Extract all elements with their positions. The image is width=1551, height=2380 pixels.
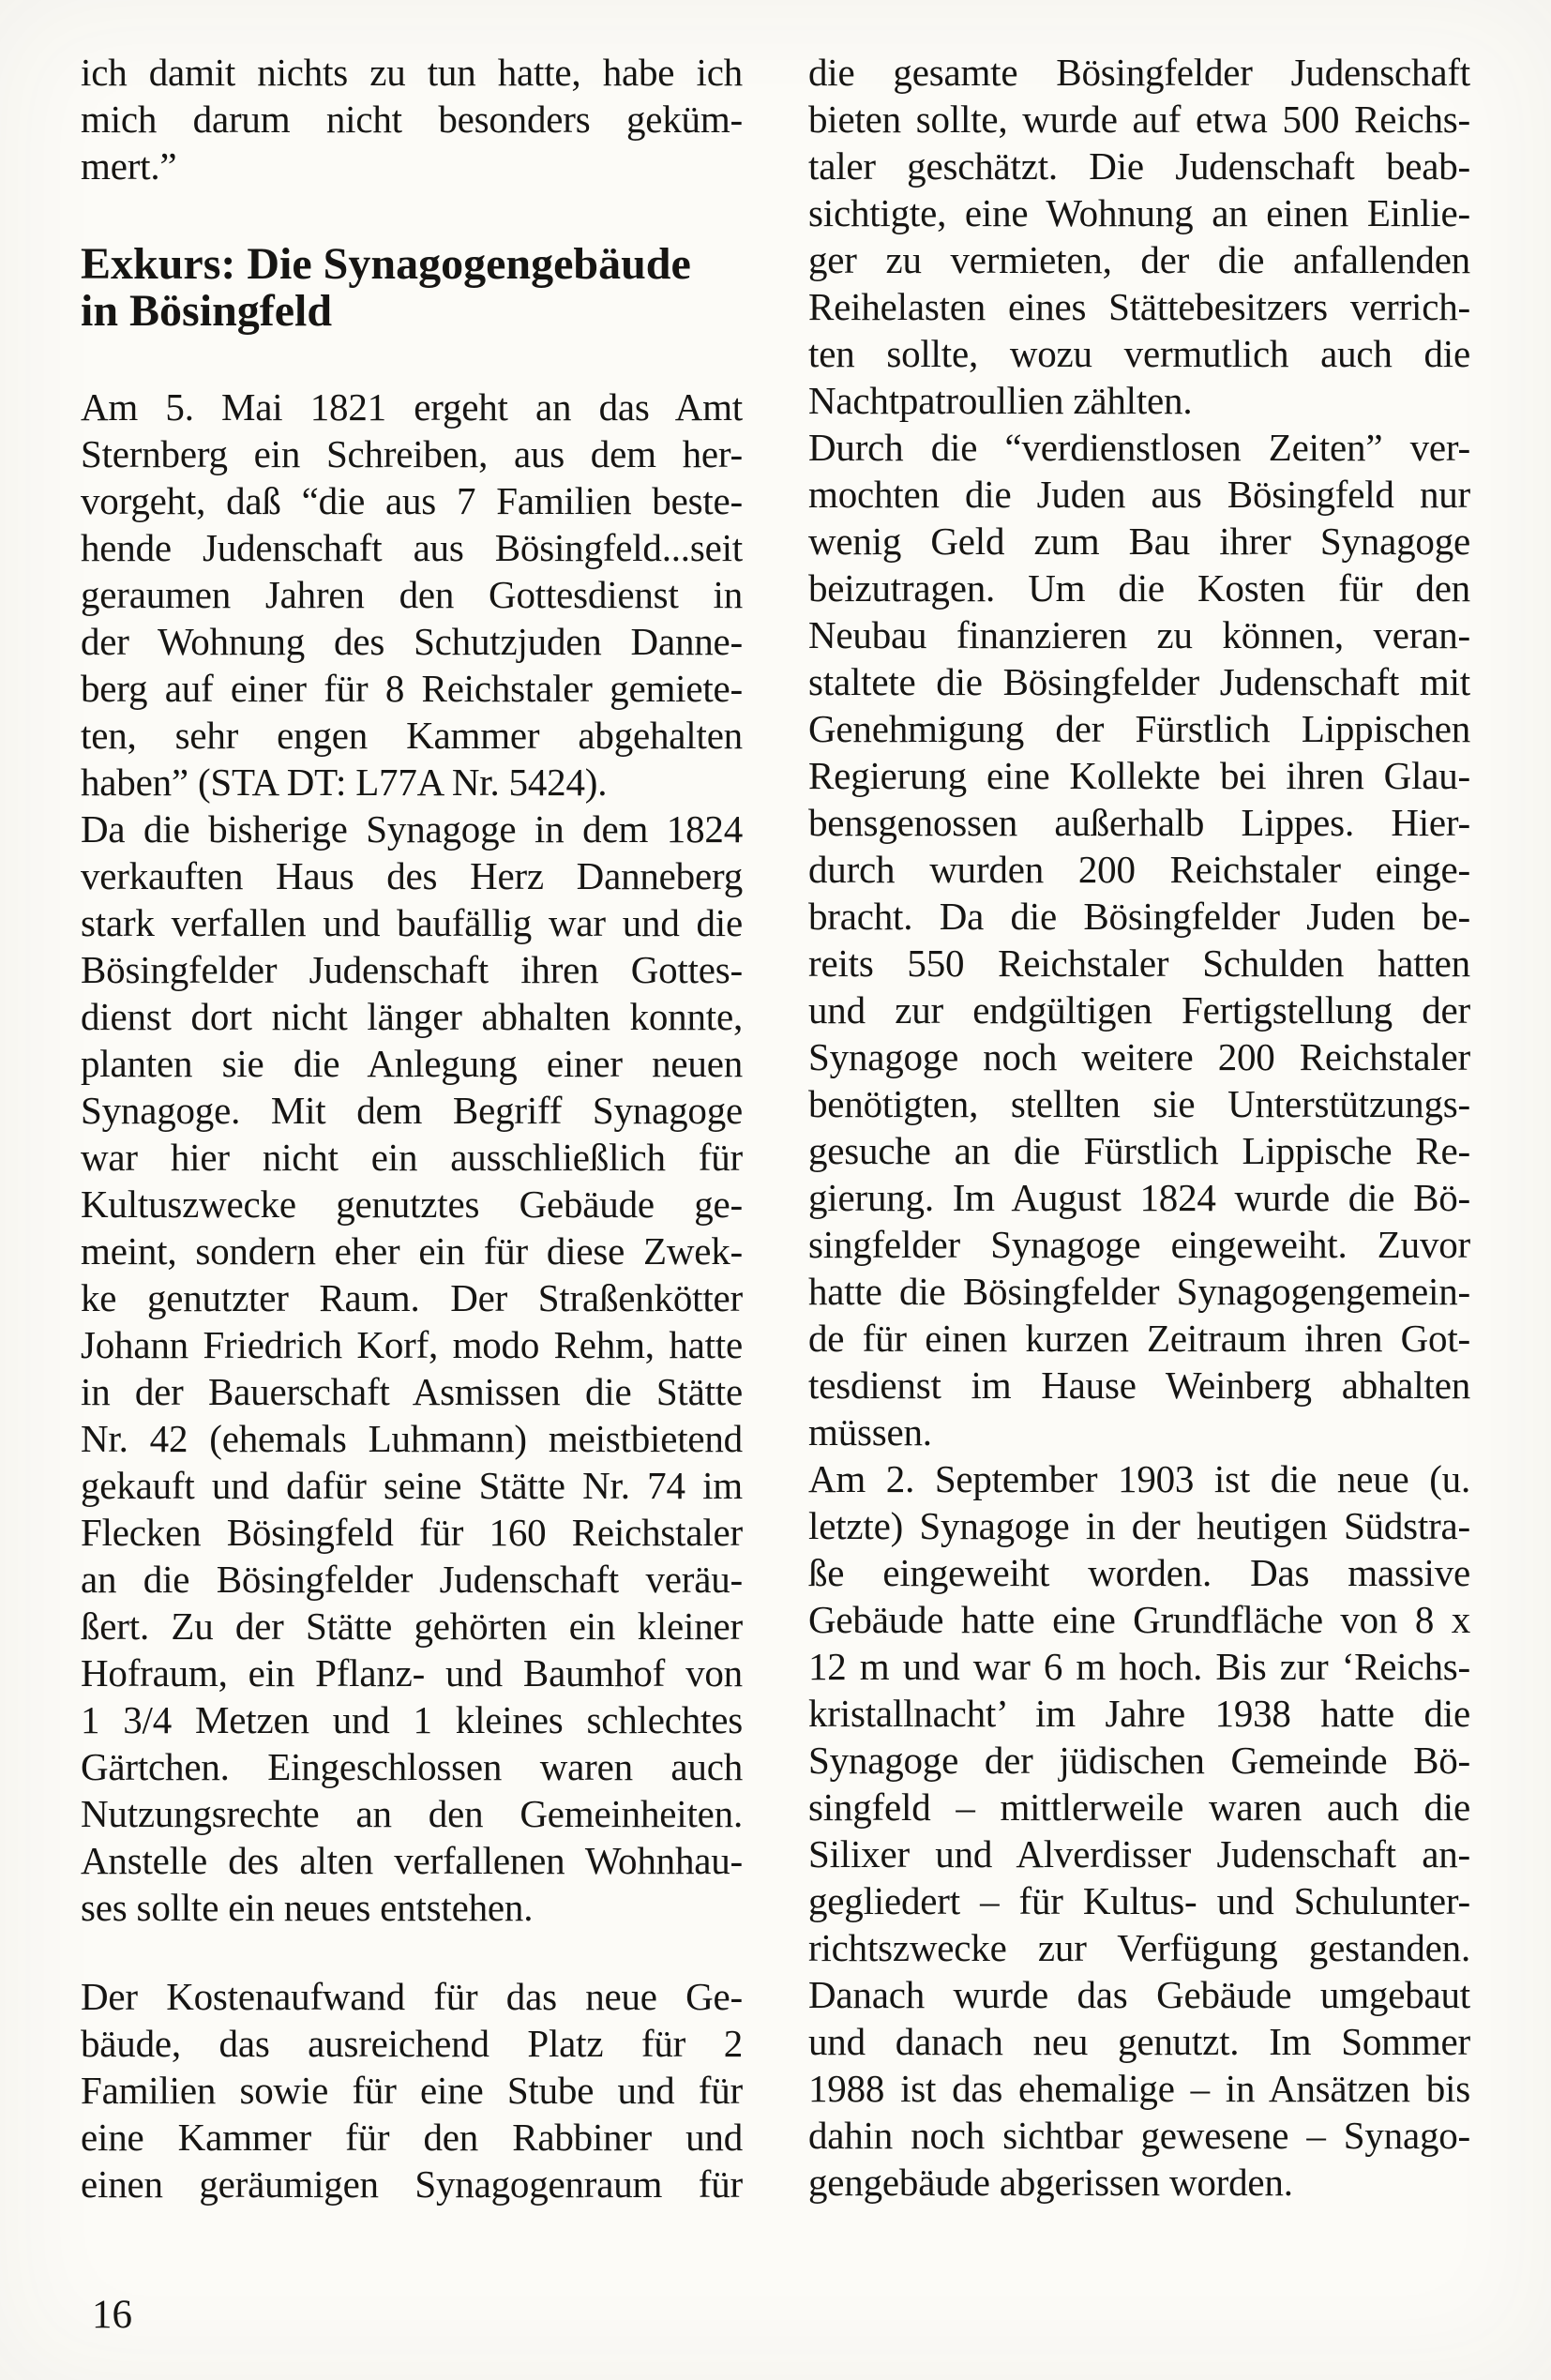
text-line: bensgenossen außerhalb Lippes. Hier- xyxy=(808,801,1470,844)
text-line: bieten sollte, wurde auf etwa 500 Reichs- xyxy=(808,98,1470,141)
text-line: Sternberg ein Schreiben, aus dem her- xyxy=(81,432,743,475)
paragraph-new-synagogue-1903 xyxy=(808,1455,1470,2206)
text-line: bäude, das ausreichend Platz für 2 xyxy=(81,2022,743,2065)
text-line: ses sollte ein neues entstehen. xyxy=(81,1886,534,1929)
text-line: gesuche an die Fürstlich Lippische Re- xyxy=(808,1129,1470,1172)
text-line: dienst dort nicht länger abhalten konnte, xyxy=(81,995,743,1038)
text-line: singfeld – mittlerweile waren auch die xyxy=(808,1785,1470,1829)
paragraph-old-synagogue xyxy=(81,806,743,1931)
text-line: einen geräumigen Synagogenraum für xyxy=(81,2162,743,2206)
text-line: dahin noch sichtbar gewesene – Synago- xyxy=(808,2114,1470,2157)
text-line: Johann Friedrich Korf, modo Rehm, hatte xyxy=(81,1323,743,1366)
text-line: hatte die Bösingfelder Synagogengemein- xyxy=(808,1270,1470,1313)
text-line: 1988 ist das ehemalige – in Ansätzen bis xyxy=(808,2067,1470,2110)
text-line: Familien sowie für eine Stube und für xyxy=(81,2069,743,2112)
text-line: gegliedert – für Kultus- und Schulunter- xyxy=(808,1879,1470,1922)
text-line: Bösingfelder Judenschaft ihren Gottes- xyxy=(81,948,743,991)
text-line: Gärtchen. Eingeschlossen waren auch xyxy=(81,1745,743,1788)
text-line: müssen. xyxy=(808,1410,932,1454)
text-line: 12 m und war 6 m hoch. Bis zur ‘Reichs- xyxy=(808,1645,1470,1688)
text-line: geraumen Jahren den Gottesdienst in xyxy=(81,573,743,616)
text-line: gekauft und dafür seine Stätte Nr. 74 im xyxy=(81,1464,743,1507)
text-line: in der Bauerschaft Asmissen die Stätte xyxy=(81,1370,743,1413)
text-line: mich darum nicht besonders geküm- xyxy=(81,98,743,141)
text-line: gierung. Im August 1824 wurde die Bö- xyxy=(808,1176,1470,1219)
text-line: ger zu vermieten, der die anfallenden xyxy=(808,238,1470,281)
text-line: Nutzungsrechte an den Gemeinheiten. xyxy=(81,1792,743,1835)
text-line: und danach neu genutzt. Im Sommer xyxy=(808,2020,1470,2063)
paragraph-letter-1821 xyxy=(81,384,743,806)
text-line: Reihelasten eines Stättebesitzers verrich- xyxy=(808,285,1470,328)
text-line: singfelder Synagoge eingeweiht. Zuvor xyxy=(808,1223,1470,1266)
text-line: die gesamte Bösingfelder Judenschaft xyxy=(808,51,1470,94)
text-line: Da die bisherige Synagoge in dem 1824 xyxy=(81,807,743,851)
text-line: kristallnacht’ im Jahre 1938 hatte die xyxy=(808,1692,1470,1735)
text-line: de für einen kurzen Zeitraum ihren Got- xyxy=(808,1317,1470,1360)
text-line: haben” (STA DT: L77A Nr. 5424). xyxy=(81,761,608,804)
text-line: gengebäude abgerissen worden. xyxy=(808,2161,1293,2204)
text-line: letzte) Synagoge in der heutigen Südstra- xyxy=(808,1504,1470,1547)
text-line: war hier nicht ein ausschließlich für xyxy=(81,1136,743,1179)
text-line: staltete die Bösingfelder Judenschaft mit xyxy=(808,660,1470,703)
text-line: Synagoge der jüdischen Gemeinde Bö- xyxy=(808,1739,1470,1782)
text-line: ten sollte, wozu vermutlich auch die xyxy=(808,332,1470,375)
text-line: 1 3/4 Metzen und 1 kleines schlechtes xyxy=(81,1698,743,1741)
text-line: und zur endgültigen Fertigstellung der xyxy=(808,988,1470,1032)
text-line: Synagoge. Mit dem Begriff Synagoge xyxy=(81,1089,743,1132)
text-line: Durch die “verdienstlosen Zeiten” ver- xyxy=(808,426,1470,469)
text-line: Hofraum, ein Pflanz- und Baumhof von xyxy=(81,1651,743,1695)
text-line: berg auf einer für 8 Reichstaler gemiete- xyxy=(81,667,743,710)
text-line: Flecken Bösingfeld für 160 Reichstaler xyxy=(81,1511,743,1554)
section-heading xyxy=(81,241,743,335)
vertical-spacer xyxy=(81,1931,743,1973)
paragraph-costs-continued xyxy=(808,49,1470,424)
text-line: eine Kammer für den Rabbiner und xyxy=(81,2116,743,2159)
text-line: stark verfallen und baufällig war und die xyxy=(81,901,743,944)
text-line: tesdienst im Hause Weinberg abhalten xyxy=(808,1363,1470,1407)
text-line: Danach wurde das Gebäude umgebaut xyxy=(808,1973,1470,2016)
text-line: der Wohnung des Schutzjuden Danne- xyxy=(81,620,743,663)
text-line: reits 550 Reichstaler Schulden hatten xyxy=(808,941,1470,985)
text-line: Am 5. Mai 1821 ergeht an das Amt xyxy=(81,385,743,429)
text-line: durch wurden 200 Reichstaler einge- xyxy=(808,848,1470,891)
text-line: ke genutzter Raum. Der Straßenkötter xyxy=(81,1276,743,1319)
text-line: Nachtpatroullien zählten. xyxy=(808,379,1193,422)
paragraph-financing xyxy=(808,424,1470,1455)
text-line: ße eingeweiht worden. Das massive xyxy=(808,1551,1470,1594)
text-line: Der Kostenaufwand für das neue Ge- xyxy=(81,1975,743,2018)
text-line: Kultuszwecke genutztes Gebäude ge- xyxy=(81,1182,743,1226)
text-line: Gebäude hatte eine Grundfläche von 8 x xyxy=(808,1598,1470,1641)
text-line: verkauften Haus des Herz Danneberg xyxy=(81,854,743,897)
vertical-spacer xyxy=(81,335,743,384)
right-column xyxy=(808,49,1470,2206)
text-line: Genehmigung der Fürstlich Lippischen xyxy=(808,707,1470,750)
text-line: taler geschätzt. Die Judenschaft beab- xyxy=(808,144,1470,188)
text-line: ten, sehr engen Kammer abgehalten xyxy=(81,714,743,757)
text-line: Silixer und Alverdisser Judenschaft an- xyxy=(808,1832,1470,1875)
text-line: ich damit nichts zu tun hatte, habe ich xyxy=(81,51,743,94)
text-line: Nr. 42 (ehemals Luhmann) meistbietend xyxy=(81,1417,743,1460)
text-line: Synagoge noch weitere 200 Reichstaler xyxy=(808,1035,1470,1078)
text-line: beizutragen. Um die Kosten für den xyxy=(808,566,1470,610)
text-line: mochten die Juden aus Bösingfeld nur xyxy=(808,473,1470,516)
text-line: ßert. Zu der Stätte gehörten ein kleiner xyxy=(81,1604,743,1648)
text-line: Anstelle des alten verfallenen Wohnhau- xyxy=(81,1839,743,1882)
text-line: benötigten, stellten sie Unterstützungs- xyxy=(808,1082,1470,1125)
text-line: in Bösingfeld xyxy=(81,286,333,336)
paragraph-continuation xyxy=(81,49,743,189)
page-number: 16 xyxy=(92,2293,132,2337)
text-line: Regierung eine Kollekte bei ihren Glau- xyxy=(808,754,1470,797)
text-line: planten sie die Anlegung einer neuen xyxy=(81,1042,743,1085)
text-line: sichtigte, eine Wohnung an einen Einlie- xyxy=(808,191,1470,234)
text-line: Am 2. September 1903 ist die neue (u. xyxy=(808,1457,1470,1500)
text-line: hende Judenschaft aus Bösingfeld...seit xyxy=(81,526,743,569)
text-line: vorgeht, daß “die aus 7 Familien beste- xyxy=(81,479,743,522)
left-column xyxy=(81,49,743,2207)
text-line: richtszwecke zur Verfügung gestanden. xyxy=(808,1926,1470,1969)
text-line: Exkurs: Die Synagogengebäude xyxy=(81,239,691,289)
text-line: bracht. Da die Bösingfelder Juden be- xyxy=(808,895,1470,938)
text-line: wenig Geld zum Bau ihrer Synagoge xyxy=(808,520,1470,563)
text-line: Neubau finanzieren zu können, veran- xyxy=(808,613,1470,656)
vertical-spacer xyxy=(81,189,743,241)
text-line: an die Bösingfelder Judenschaft veräu- xyxy=(81,1558,743,1601)
text-line: meint, sondern eher ein für diese Zwek- xyxy=(81,1229,743,1273)
text-line: mert.” xyxy=(81,144,177,188)
paragraph-costs xyxy=(81,1973,743,2207)
